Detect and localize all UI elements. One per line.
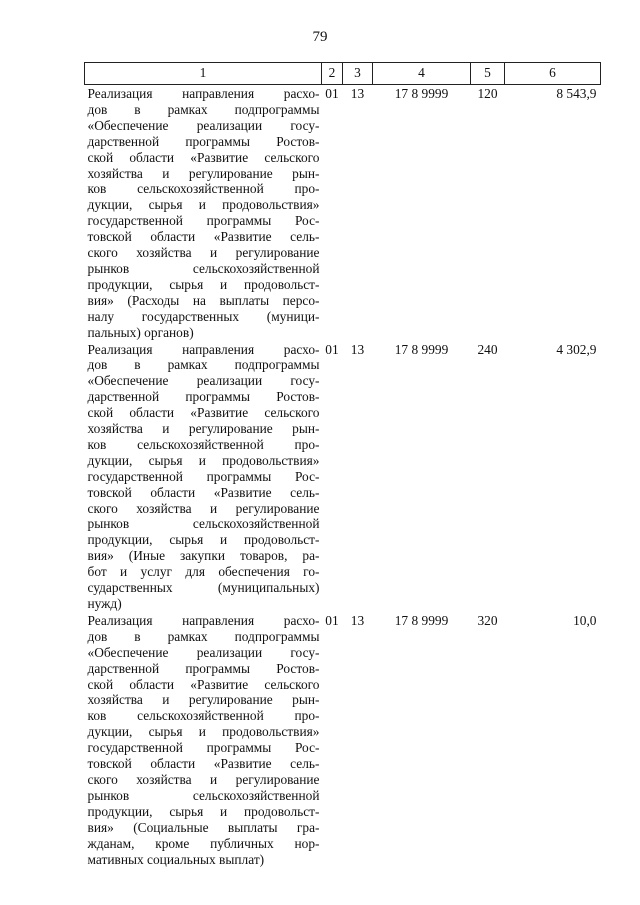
row-name-line: государственной программы Рос- [87,213,320,229]
header-col-6: 6 [505,63,601,85]
row-expense-type-code: 320 [477,612,498,628]
row-name-line: дарственной программы Ростов- [87,133,320,149]
row-name-line: хозяйства и регулирование рын- [87,165,320,181]
row-name-line: жданам, кроме публичных нор- [87,835,320,851]
row-name-line: дукции, сырья и продовольствия» [87,724,320,740]
row-name-line: ков сельскохозяйственной про- [87,708,320,724]
row-section-code: 01 [325,86,339,101]
row-name-line: ского хозяйства и регулирование [87,500,320,516]
row-name-line: бот и услуг для обеспечения го- [87,564,320,580]
row-name-line: Реализация направления расхо- [87,612,320,628]
budget-table [84,62,601,867]
row-name-line: сударственных (муниципальных) [87,580,320,596]
row-name-line: вия» (Иные закупки товаров, ра- [87,548,320,564]
header-col-4: 4 [373,63,471,85]
header-col-1: 1 [85,63,322,85]
row-name-line: рынков сельскохозяйственной [87,787,320,803]
row-name-line: дукции, сырья и продовольствия» [87,197,320,213]
row-name-line: дарственной программы Ростов- [87,660,320,676]
row-name-line: хозяйства и регулирование рын- [87,692,320,708]
row-name-line: ков сельскохозяйственной про- [87,181,320,197]
row-name-line: пальных) органов) [87,324,194,340]
row-name-line: дов в рамках подпрограммы [87,101,320,117]
table-row [85,612,601,868]
row-name-line: товской области «Развитие сель- [87,756,320,772]
row-name-line: ской области «Развитие сельского [87,405,320,421]
table-header-row [85,63,601,85]
table-row [85,85,601,341]
row-name-line: ков сельскохозяйственной про- [87,436,320,452]
row-subsection-code: 13 [350,341,365,357]
header-col-3: 3 [343,63,373,85]
row-name-line: вия» (Расходы на выплаты персо- [87,292,320,308]
row-name-line: мативных социальных выплат) [87,851,265,867]
row-target-article-code: 17 8 9999 [394,341,449,357]
row-name-line: продукции, сырья и продовольст- [87,532,320,548]
row-name-line: «Обеспечение реализации госу- [87,117,320,133]
row-section-code: 01 [325,341,339,357]
row-name-line: ской области «Развитие сельского [87,149,320,165]
row-name-line: товской области «Развитие сель- [87,484,320,500]
row-name-line: хозяйства и регулирование рын- [87,421,320,437]
row-expense-type-code: 240 [477,341,498,357]
row-name-line: ской области «Развитие сельского [87,676,320,692]
row-subsection-code: 13 [350,86,365,101]
row-name-line: дов в рамках подпрограммы [87,628,320,644]
row-target-article-code: 17 8 9999 [394,612,449,628]
row-name-line: рынков сельскохозяйственной [87,260,320,276]
row-name-line: Реализация направления расхо- [87,341,320,357]
row-name-line: Реализация направления расхо- [87,86,320,101]
row-name-line: «Обеспечение реализации госу- [87,373,320,389]
row-name-line: дарственной программы Ростов- [87,389,320,405]
row-name-line: нужд) [87,596,122,611]
row-name-cell [85,341,322,612]
row-section-code: 01 [325,612,339,628]
row-amount: 10,0 [573,612,597,628]
row-name-line: дов в рамках подпрограммы [87,357,320,373]
row-name-line: «Обеспечение реализации госу- [87,644,320,660]
row-expense-type-code: 120 [477,86,498,101]
row-name-line: товской области «Развитие сель- [87,229,320,245]
row-name-line: вия» (Социальные выплаты гра- [87,819,320,835]
row-name-line: продукции, сырья и продовольст- [87,803,320,819]
row-subsection-code: 13 [350,612,365,628]
row-name-line: рынков сельскохозяйственной [87,516,320,532]
row-name-line: продукции, сырья и продовольст- [87,276,320,292]
row-target-article-code: 17 8 9999 [394,86,449,101]
row-name-cell [85,85,322,341]
header-col-5: 5 [471,63,505,85]
row-name-line: государственной программы Рос- [87,468,320,484]
row-name-line: дукции, сырья и продовольствия» [87,452,320,468]
header-col-2: 2 [322,63,343,85]
row-amount: 8 543,9 [556,86,597,101]
row-name-line: государственной программы Рос- [87,740,320,756]
table-row [85,341,601,612]
page-number: 79 [312,29,328,45]
row-amount: 4 302,9 [556,341,597,357]
row-name-line: ского хозяйства и регулирование [87,771,320,787]
row-name-cell [85,612,322,868]
row-name-line: ского хозяйства и регулирование [87,245,320,261]
row-name-line: налу государственных (муници- [87,308,320,324]
